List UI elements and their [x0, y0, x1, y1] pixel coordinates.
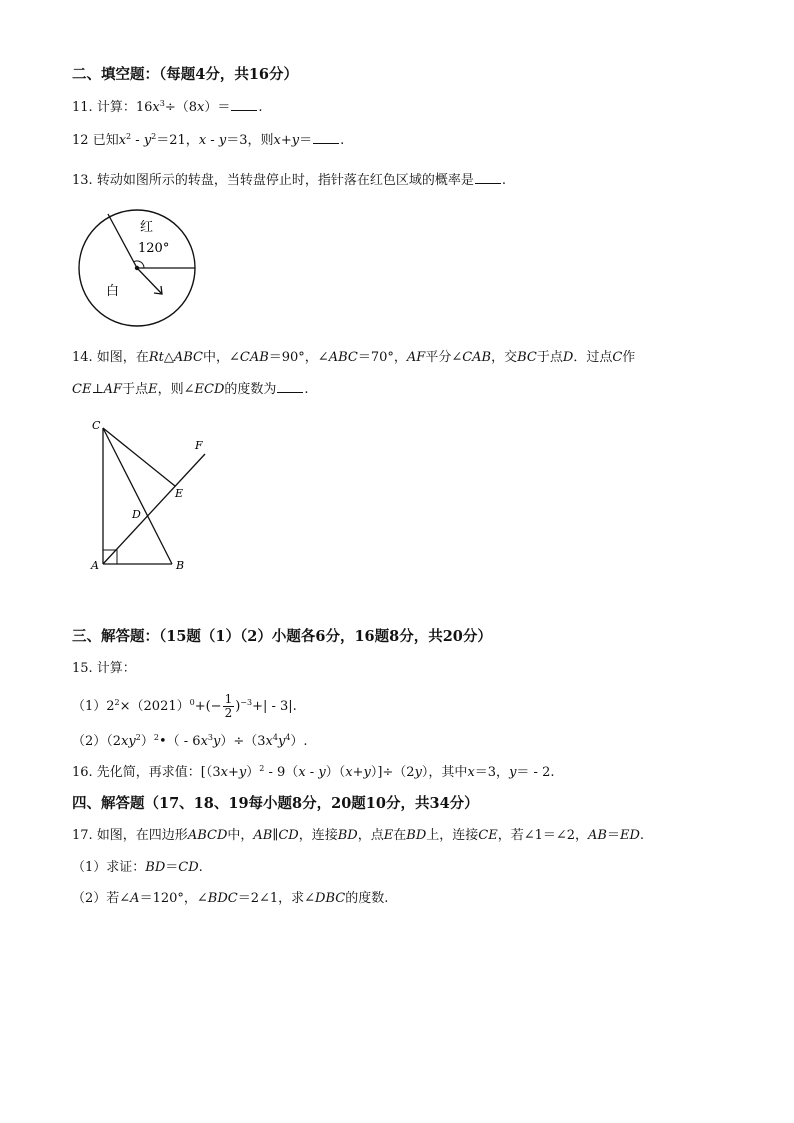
fraction-one-half: $\frac{1}{2}$ — [224, 692, 233, 720]
question-15: 15. 计算： — [72, 661, 136, 676]
question-17-part-2: （2）若∠A＝120°，∠BDC＝2∠1，求∠DBC的度数. — [72, 891, 389, 906]
answer-blank — [475, 171, 501, 184]
question-14-line-2: CE⊥AF于点E，则∠ECD的度数为 . — [72, 382, 309, 397]
question-11: 11. 计算：$16x^3\div(8x)=$ . — [72, 99, 263, 115]
label-f: F — [195, 439, 203, 452]
pointer-arrow — [137, 268, 162, 294]
segment-cb — [103, 428, 172, 564]
section-2-heading: 二、填空题：（每题4分，共16分） — [72, 66, 299, 83]
red-region-label: 红 — [140, 220, 154, 235]
radius-upper-left — [108, 214, 137, 268]
answer-blank — [231, 98, 257, 111]
question-17: 17. 如图，在四边形ABCD中，AB∥CD，连接BD，点E在BD上，连接CE，若∠1＝∠2，AB＝ED. — [72, 828, 645, 843]
angle-label: 120° — [138, 241, 170, 256]
section-4-heading: 四、解答题（17、18、19每小题8分，20题10分，共34分） — [72, 795, 479, 812]
label-b: B — [176, 559, 185, 572]
label-a: A — [91, 559, 99, 572]
answer-blank — [313, 131, 339, 144]
label-e: E — [175, 487, 184, 500]
question-17-part-1: （1）求证：BD＝CD. — [72, 860, 203, 875]
question-16: 16. 先化简，再求值：$[(3x+y)^2 - 9(x - y)(x+y)]\div(2y)$，其中x＝3，y＝ - 2. — [72, 764, 555, 780]
question-13: 13. 转动如图所示的转盘，当转盘停止时，指针落在红色区域的概率是 . — [72, 173, 506, 188]
answer-blank — [277, 380, 303, 393]
question-14-line-1: 14. 如图，在Rt△ABC中，∠CAB＝90°，∠ABC＝70°，AF平分∠CAB，交BC于点D．过点C作 — [72, 350, 636, 365]
spinner-figure — [74, 206, 202, 332]
section-3-heading: 三、解答题：（15题（1）（2）小题各6分，16题8分，共20分） — [72, 628, 492, 645]
question-12: 12 已知$x^2 - y^2=21$，x - y＝3，则x+y＝ . — [72, 132, 345, 148]
label-d: D — [132, 508, 141, 521]
question-15-part-1: $(1)2^2\times(2021)^0+(-$ $\frac{1}{2}$ )$^{-3}$+| - 3|. — [72, 692, 297, 720]
triangle-figure — [86, 414, 216, 576]
ray-af — [103, 454, 205, 564]
white-region-label: 白 — [106, 284, 120, 299]
segment-ce — [103, 428, 175, 486]
label-c: C — [92, 419, 101, 432]
question-15-part-2: $(2)(2xy^2)^2•( - 6x^3y)\div(3x^4y^4)$. — [72, 733, 308, 749]
